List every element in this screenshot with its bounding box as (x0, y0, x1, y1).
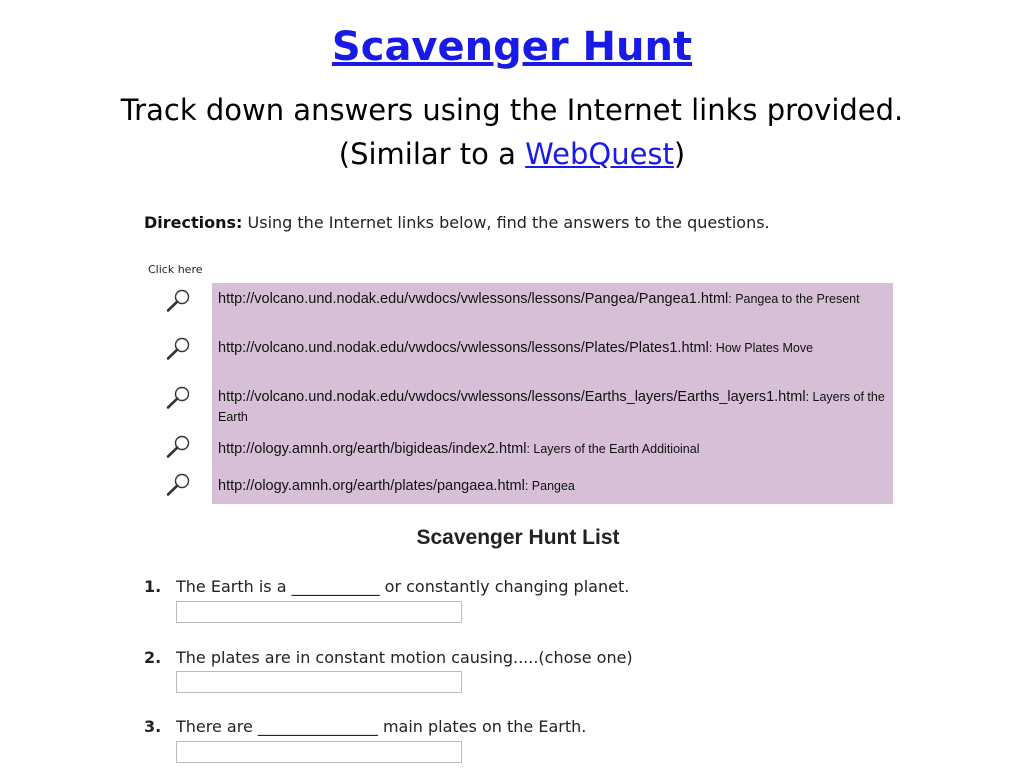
link-row[interactable] (218, 338, 890, 358)
magnifier-icon[interactable] (163, 434, 193, 462)
directions-text: Using the Internet links below, find the answers to the questions. (242, 213, 770, 232)
link-row[interactable] (218, 289, 890, 309)
webquest-link[interactable]: WebQuest (525, 137, 674, 171)
list-title: Scavenger Hunt List (416, 526, 620, 549)
link-desc: : Layers of the Earth Additioinal (526, 442, 700, 456)
magnifier-icon[interactable] (163, 288, 193, 316)
link-row[interactable] (218, 387, 890, 427)
answer-field-2[interactable] (176, 671, 462, 693)
question-text: The Earth is a ___________ or constantly changing planet. (176, 577, 630, 596)
directions (144, 213, 770, 232)
link-url[interactable]: http://ology.amnh.org/earth/plates/pangaea.html (218, 478, 525, 494)
links-panel (212, 283, 893, 504)
link-url[interactable]: http://volcano.und.nodak.edu/vwdocs/vwlessons/lessons/Earths_layers/Earths_layers1.html (218, 389, 806, 405)
question-text: The plates are in constant motion causing.....(chose one) (176, 648, 633, 667)
page-subtitle (0, 88, 1024, 176)
link-url[interactable]: http://volcano.und.nodak.edu/vwdocs/vwlessons/lessons/Pangea/Pangea1.html (218, 291, 729, 307)
link-desc: : Layers of the Earth (218, 390, 885, 424)
link-desc: : Pangea to the Present (728, 292, 860, 306)
magnifier-icon[interactable] (163, 472, 193, 500)
link-desc: : How Plates Move (708, 341, 814, 355)
question-text: There are _______________ main plates on the Earth. (176, 717, 587, 736)
link-url[interactable]: http://ology.amnh.org/earth/bigideas/index2.html (218, 441, 527, 457)
question-number: 3. (144, 717, 162, 736)
question-number: 1. (144, 577, 162, 596)
subtitle-line-2 (0, 132, 1024, 176)
answer-field-3[interactable] (176, 741, 462, 763)
subtitle-prefix: (Similar to a (338, 137, 526, 171)
link-row[interactable] (218, 439, 890, 459)
link-url[interactable]: http://volcano.und.nodak.edu/vwdocs/vwlessons/lessons/Plates/Plates1.html (218, 340, 709, 356)
magnifier-icon[interactable] (163, 336, 193, 364)
subtitle-suffix: ) (673, 137, 686, 171)
answer-field-1[interactable] (176, 601, 462, 623)
magnifier-icon[interactable] (163, 385, 193, 413)
directions-label: Directions: (144, 213, 243, 232)
click-here-label: Click here (148, 263, 203, 276)
link-desc: : Pangea (524, 479, 575, 493)
link-row[interactable] (218, 476, 890, 496)
page-title[interactable]: Scavenger Hunt (331, 24, 693, 70)
question-number: 2. (144, 648, 162, 667)
subtitle-line-1: Track down answers using the Internet links provided. (120, 93, 904, 127)
